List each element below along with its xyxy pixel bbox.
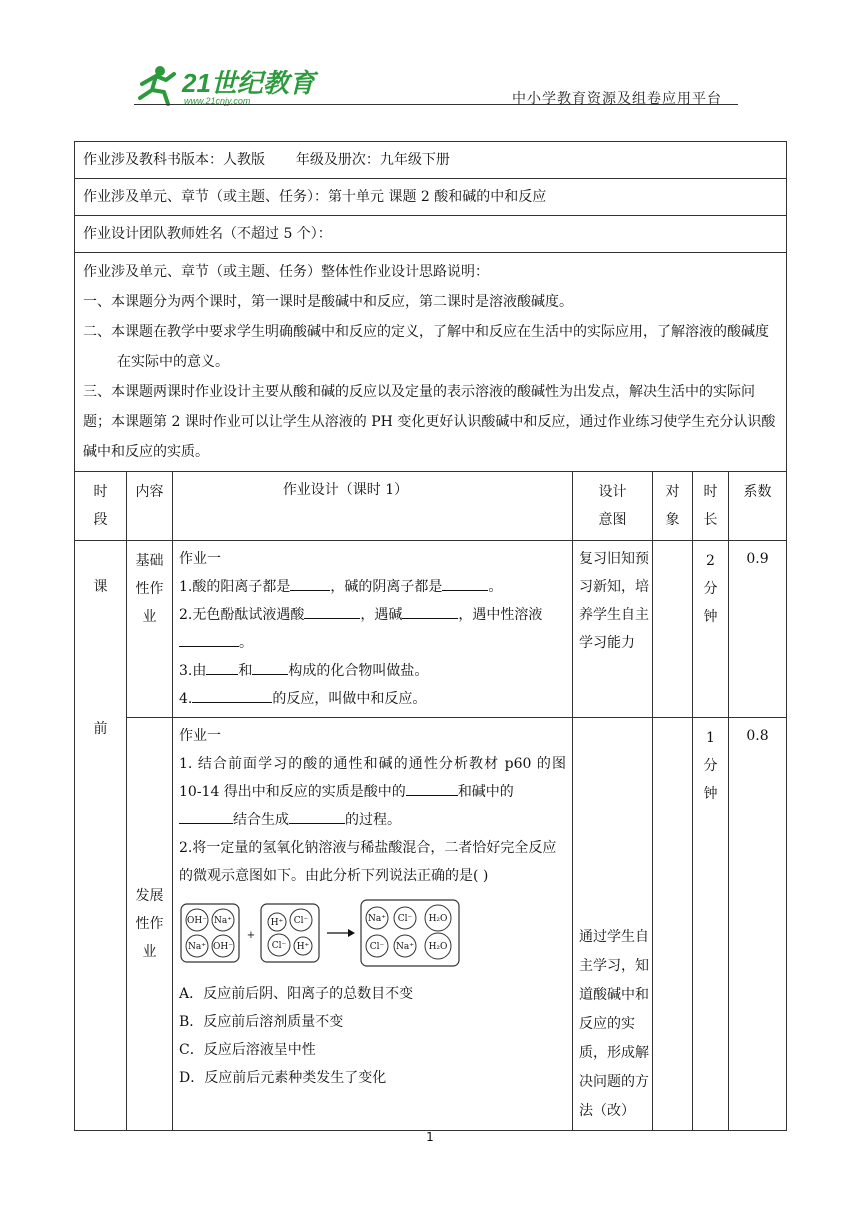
design-point-3: 三、本课题两课时作业设计主要从酸和碱的反应以及定量的表示溶液的酸碱性为出发点，解决生活中的实际问题；本课题第 2 课时作业可以让学生从溶液的 PH 变化更好认识酸碱中和反应，通过作业练习使学生充分认识酸碱中和反应的实质。	[83, 384, 776, 460]
option-b: B．反应前后溶剂质量不变	[179, 1014, 344, 1030]
ion-h-1: H⁺	[270, 918, 284, 928]
col-coef: 系数	[743, 484, 772, 500]
row-develop	[75, 718, 787, 1131]
option-c: C．反应后溶液呈中性	[179, 1042, 316, 1058]
row-column-headers	[75, 472, 787, 541]
develop-title: 作业一	[179, 728, 221, 744]
row-basic	[75, 541, 787, 718]
option-d: D．反应前后元素种类发生了变化	[179, 1070, 387, 1086]
ion-na-3: Na⁺	[368, 914, 386, 924]
unit-chapter: 作业涉及单元、章节（或主题、任务）：第十单元 课题 2 酸和碱的中和反应	[83, 189, 547, 205]
design-point-1: 一、本课题分为两个课时，第一课时是酸碱中和反应，第二课时是溶液酸碱度。	[83, 294, 573, 310]
textbook-version: 作业涉及教科书版本：人教版	[83, 152, 265, 168]
col-target: 对象	[665, 484, 680, 528]
runner-icon	[140, 66, 174, 104]
ion-na-1: Na⁺	[214, 916, 232, 926]
ion-h-2: H⁺	[296, 942, 310, 952]
ion-cl-3: Cl⁻	[397, 914, 413, 924]
option-a: A．反应前后阴、阳离子的总数目不变	[179, 986, 414, 1002]
logo-text: 21世纪教育	[182, 68, 315, 98]
develop-type: 发展性作业	[135, 888, 164, 960]
period-char-2: 前	[93, 721, 108, 737]
row-design-notes	[75, 253, 787, 472]
develop-intent: 通过学生自主学习，知道酸碱中和反应的实质，形成解决问题的方法（改）	[579, 929, 649, 1119]
reaction-diagram	[179, 898, 469, 970]
develop-q1: 1. 结合前面学习的酸的通性和碱的通性分析教材 p60 的图 10-14 得出中和反应的实质是酸中的 和碱中的 结合生成 的过程。	[179, 756, 566, 828]
develop-coef: 0.8	[746, 728, 769, 744]
ion-na-2: Na⁺	[188, 942, 206, 952]
row-unit	[75, 179, 787, 216]
water-2: H₂O	[428, 942, 448, 952]
basic-type: 基础性作业	[135, 553, 164, 625]
basic-coef: 0.9	[746, 551, 769, 567]
col-design: 作业设计（课时 1）	[282, 482, 409, 498]
develop-q2: 2.将一定量的氢氧化钠溶液与稀盐酸混合，二者恰好完全反应的微观示意图如下。由此分析下列说法正确的是( )	[179, 840, 557, 884]
platform-name: 中小学教育资源及组卷应用平台	[512, 91, 722, 107]
basic-title: 作业一	[179, 551, 221, 567]
plus-sign: +	[246, 930, 256, 941]
ion-cl-4: Cl⁻	[369, 942, 385, 952]
basic-q1: 1.酸的阳离子都是 ，碱的阴离子都是 。	[179, 573, 566, 601]
basic-duration: 2分钟	[703, 553, 718, 625]
water-1: H₂O	[428, 914, 448, 924]
logo-url: www.21cnjy.com	[184, 96, 251, 106]
row-team	[75, 216, 787, 253]
team-names: 作业设计团队教师姓名（不超过 5 个）：	[83, 226, 332, 242]
row-version	[75, 142, 787, 179]
ion-cl-2: Cl⁻	[271, 941, 287, 951]
basic-q3: 3.由 和 构成的化合物叫做盐。	[179, 657, 566, 685]
design-title: 作业涉及单元、章节（或主题、任务）整体性作业设计思路说明：	[83, 264, 489, 280]
ion-oh-1: OH⁻	[187, 916, 207, 926]
col-duration: 时长	[703, 484, 718, 528]
page-number: 1	[426, 1130, 434, 1144]
basic-intent: 复习旧知预习新知，培养学生自主学习能力	[579, 551, 649, 651]
homework-table	[74, 141, 787, 1131]
ion-na-4: Na⁺	[396, 942, 414, 952]
ion-oh-2: OH⁻	[213, 942, 233, 952]
header-divider	[134, 104, 738, 105]
ion-cl-1: Cl⁻	[293, 916, 309, 926]
design-point-2: 二、本课题在教学中要求学生明确酸碱中和反应的定义，了解中和反应在生活中的实际应用，了解溶液的酸碱度在实际中的意义。	[83, 324, 769, 370]
grade-volume: 年级及册次：九年级下册	[295, 152, 450, 168]
develop-duration: 1分钟	[703, 730, 718, 802]
period-char-1: 课	[93, 579, 108, 595]
col-intent: 设计意图	[598, 484, 627, 528]
basic-q2: 2.无色酚酞试液遇酸 ，遇碱 ，遇中性溶液 。	[179, 601, 566, 657]
col-time: 时段	[93, 484, 108, 528]
logo	[134, 62, 324, 108]
basic-q4: 4. 的反应，叫做中和反应。	[179, 685, 566, 713]
col-content: 内容	[135, 484, 164, 500]
